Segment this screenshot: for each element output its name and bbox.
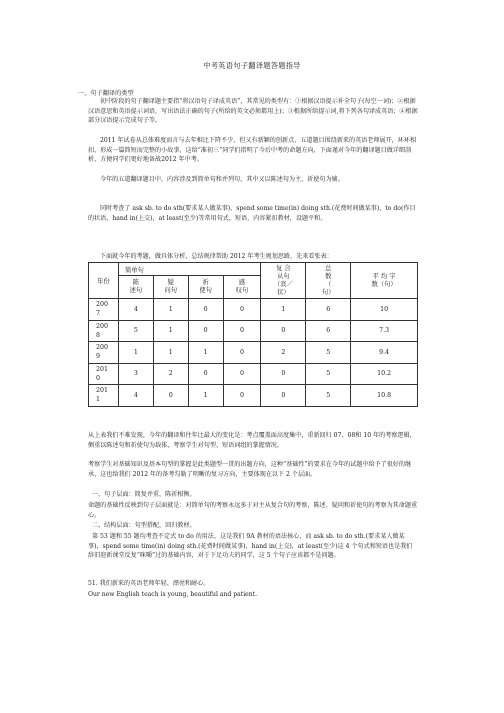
table-cell: 10.2: [351, 363, 418, 385]
table-cell: 4: [118, 299, 153, 321]
table-cell: 1: [261, 299, 306, 321]
paragraph-question-51: 51. 我们新来的英语老师年轻、漂亮和耐心。: [88, 580, 210, 587]
table-cell: 0: [188, 320, 223, 342]
table-cell: 1: [188, 342, 223, 364]
header-simple-sentence: 简单句: [118, 263, 260, 276]
table-cell: 5: [118, 320, 153, 342]
paragraph-types: 初中阶段的句子翻译题主要指“将汉语句子译成英语”，其常见的类型有：①根据汉语提示补全句子(每空一词)；②根据汉语意思和英语提示词语，写出语法正确的句子(所给的英文必须都用上)；③根据所给提示词,将下列各句译成英语；④根据部分汉语提示完成句子等。: [88, 98, 418, 125]
table-cell: 5: [306, 342, 351, 364]
paragraph-sentence-types: 今年的五道翻译题目中，内容涉及到简单句和并列句，其中又以陈述句为主，祈使句为辅。: [100, 176, 344, 183]
table-row: [89, 320, 418, 342]
table-cell: 0: [188, 363, 223, 385]
table-cell: 2: [153, 363, 188, 385]
paragraph-answer-51: Our new English teach is young, beautiful and patient.: [88, 591, 258, 598]
header-imperative: 祈 使句: [188, 276, 223, 299]
table-cell: 1: [153, 299, 188, 321]
paragraph-infinitive-usage: 第 53 题和 55 题均考查不定式 to do 的用法，这是我们 9A 教材的语法核心，而 ask sb. to do sth.(要求某人做某事)，spend some time(in) doing sth.(花费时间做某事)，hand in(上交)，at least(至少)这 4 个句式和短语也是我们辞旧迎新课堂反复“咪嚼”过的基础内容，对于下足功夫的同学，这 5 个句子应该都不是问题。: [88, 533, 413, 560]
table-cell: 0: [223, 320, 261, 342]
table-cell: 6: [306, 320, 351, 342]
table-cell: 0: [261, 363, 306, 385]
table-cell: 0: [223, 299, 261, 321]
table-cell: 0: [153, 385, 188, 407]
table-cell: 3: [118, 363, 153, 385]
header-declarative: 陈 述句: [118, 276, 153, 299]
table-row: [89, 299, 418, 321]
year-cell: 201 1: [89, 385, 119, 407]
table-cell: 0: [261, 385, 306, 407]
table-cell: 6: [306, 299, 351, 321]
paragraph-sentence-level: 一、句子层面：简复并重，陈祈相衡。: [92, 491, 196, 498]
table-cell: 9.4: [351, 342, 418, 364]
year-cell: 200 7: [89, 299, 119, 321]
table-cell: 0: [223, 342, 261, 364]
header-exclamatory: 感 叹句: [223, 276, 261, 299]
year-cell: 201 0: [89, 363, 119, 385]
table-cell: 0: [223, 385, 261, 407]
table-cell: 1: [153, 342, 188, 364]
paragraph-sentence-level-detail: 命题的基础性反映到句子层面就是：对简单句的考察永远多于对主从复合句的考察，陈述、疑问和祈使句的考察为其命题重心。: [88, 502, 418, 519]
table-cell: 1: [118, 342, 153, 364]
header-interrogative: 疑 问句: [153, 276, 188, 299]
paragraph-structure-level: 二、结构层面：句型搭配，回归教材。: [92, 522, 196, 529]
header-year: 年份: [89, 263, 119, 299]
year-cell: 200 8: [89, 320, 119, 342]
exam-statistics-table: [88, 262, 418, 407]
table-cell: 1: [188, 385, 223, 407]
table-cell: 0: [188, 299, 223, 321]
table-row: [89, 385, 418, 407]
year-cell: 200 9: [89, 342, 119, 364]
document-title: 中考英语句子翻译题答题指导: [203, 61, 301, 70]
paragraph-2011-overview: 2011 年试卷从总体难度而言与去年相比下降不少，但又有新颖的创新点，五道题目围绕新来的英语老师展开，环环相扣，形成一篇简短而完整的小故事，这给“准初三”同学们指明了今后中考的命题方向，下面谨对今年的翻译题目做详细剖析，方便同学们更好地备战2012 年中考。: [88, 137, 417, 164]
paragraph-table-intro: 下面就今年的考题，做具体分析，总结规律帮助 2012 年考生规划思路，先来看张表：: [100, 253, 333, 260]
table-cell: 10: [351, 299, 418, 321]
table-cell: 5: [306, 363, 351, 385]
paragraph-basic-knowledge: 考察学生对基础知识及基本句型的掌握是此类题型一贯的出题方向，这种“基础性”的要求在今年的试题中给予了很好的继承，这也给我们 2012 年的备考勾勒了明晰的复习方向，主要体现在以下 2 个层面。: [88, 461, 412, 478]
table-cell: 5: [306, 385, 351, 407]
table-cell: 0: [223, 363, 261, 385]
table-row: [89, 342, 418, 364]
table-cell: 1: [153, 320, 188, 342]
table-cell: 10.8: [351, 385, 418, 407]
table-cell: 7.3: [351, 320, 418, 342]
header-complex: 复 合 从句 （宾／ 状）: [261, 263, 306, 299]
paragraph-phrases: 同时考查了 ask sb. to do sth(要求某人做某事)，spend some time(in) doing sth.(花费时间做某事)，to do(作目的状语，hand in(上交)，at least(至少)等常用句式、短语，内容紧扣教材，设题平和。: [88, 205, 416, 222]
table-cell: 0: [261, 320, 306, 342]
table-cell: 4: [118, 385, 153, 407]
table-cell: 2: [261, 342, 306, 364]
table-row: [89, 363, 418, 385]
section-heading-types: 一、句子翻译的类型: [78, 90, 134, 97]
header-average-words: 平 均 字 数（句）: [351, 263, 418, 299]
header-total: 总 数 （ 句）: [306, 263, 351, 299]
paragraph-table-analysis: 从上表我们不难发现，今年的翻译和往年比最大的变化是：考点覆盖面高度集中，重新回归 07、08和 10 年的考察逻辑，侧重以陈述句和祈使句为载体，考察学生对句型、短语词组的掌握情况。: [88, 432, 416, 449]
